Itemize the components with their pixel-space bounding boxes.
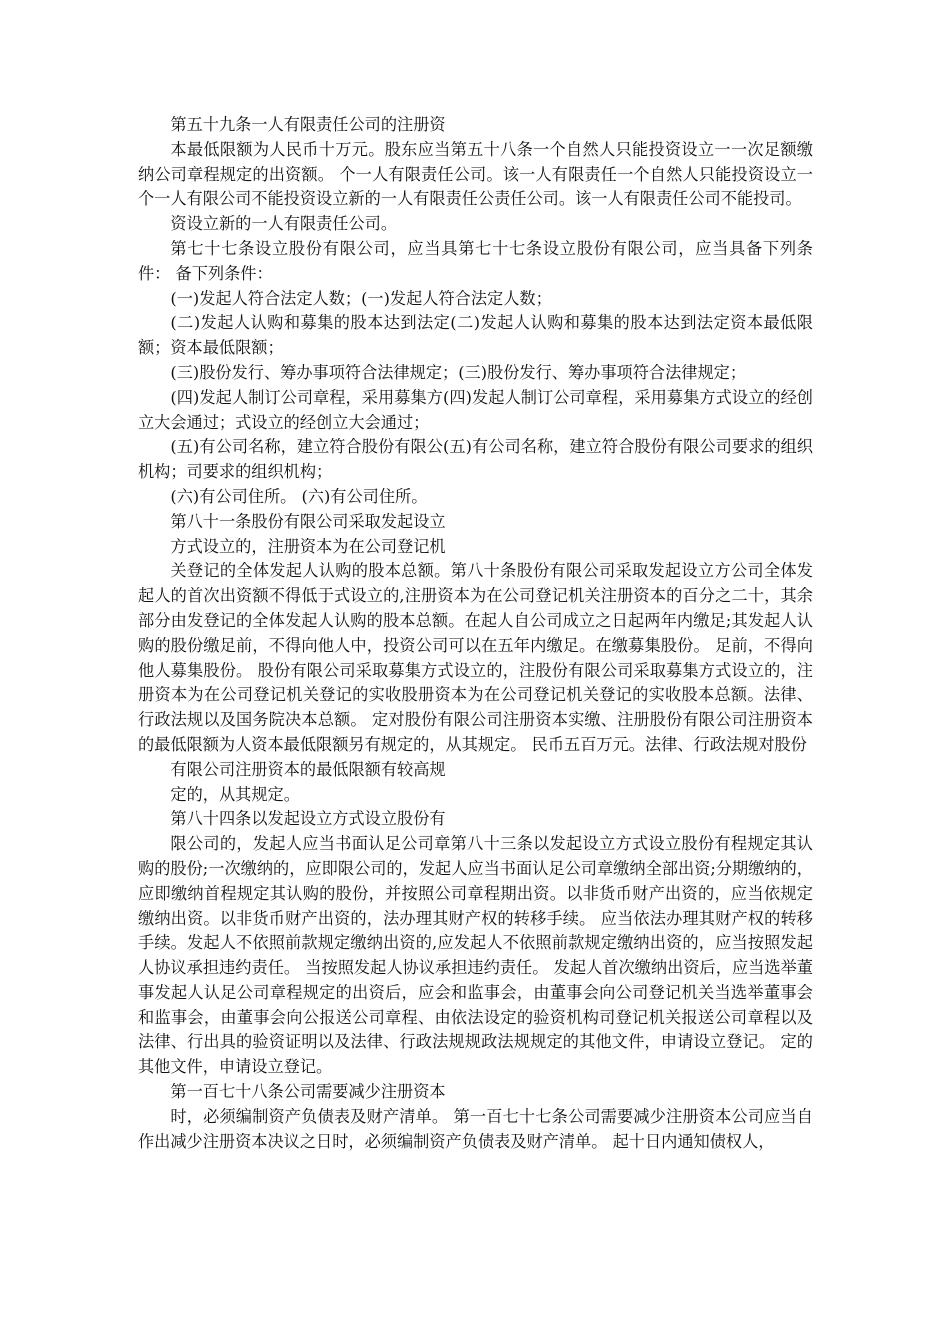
list-item-condition-1: (一)发起人符合法定人数；(一)发起人符合法定人数； — [170, 288, 552, 308]
paragraph-article-81-line: 方式设立的，注册资本为在公司登记机 — [170, 536, 446, 556]
paragraph-article-80: 关登记的全体发起人认购的股本总额。第八十条股份有限公司采取发起设立方公司全体发起人的首次出资额不得低于式设立的,注册资本为在公司登记机关注册资本的百分之二十，其余部分由发登记的全体发起人认购的股本总额。在起人自公司成立之日起两年内缴足;其发起人认购的股份缴足前，不得向他人中，投资公司可以在五年内缴足。在缴募集股份。 足前，不得向他人募集股份。 股份有限公司采取募集方式设立的，注股份有限公司采取募集方式设立的，注册资本为在公司登记机关登记的实收股册资本为在公司登记机关登记的实收股本总额。法律、行政法规以及国务院决本总额。 定对股份有限公司注册资本实缴、注册股份有限公司注册资本的最低限额为人资本最低限额另有规定的，从其规定。 民币五百万元。法律、行政法规对股份 — [138, 561, 813, 754]
list-item-condition-2: (二)发起人认购和募集的股本达到法定(二)发起人认购和募集的股本达到法定资本最低限额；资本最低限额； — [138, 313, 813, 358]
paragraph-follow-rules: 定的，从其规定。 — [170, 784, 300, 804]
list-item-condition-5: (五)有公司名称，建立符合股份有限公(五)有公司名称，建立符合股份有限公司要求的组织机构；司要求的组织机构； — [138, 437, 813, 482]
list-item-condition-4: (四)发起人制订公司章程，采用募集方(四)发起人制订公司章程，采用募集方式设立的经创立大会通过；式设立的经创立大会通过； — [138, 387, 813, 432]
paragraph-article-59-heading: 第五十九条一人有限责任公司的注册资 — [170, 115, 446, 134]
paragraph-article-81-heading: 第八十一条股份有限公司采取发起设立 — [170, 511, 446, 531]
paragraph-article-177: 时，必须编制资产负债表及财产清单。 第一百七十七条公司需要减少注册资本公司应当自作出减少注册资本决议之日时，必须编制资产负债表及财产清单。 起十日内通知债权人， — [138, 1106, 813, 1151]
paragraph-article-84-heading: 第八十四条以发起设立方式设立股份有 — [170, 809, 446, 829]
list-item-condition-3: (三)股份发行、筹办事项符合法律规定；(三)股份发行、筹办事项符合法律规定； — [170, 362, 747, 382]
paragraph-article-77: 第七十七条设立股份有限公司，应当具第七十七条设立股份有限公司，应当具备下列条件： 备下列条件： — [138, 238, 813, 283]
paragraph-article-58: 本最低限额为人民币十万元。股东应当第五十八条一个自然人只能投资设立一一次足额缴纳公司章程规定的出资额。 个一人有限责任公司。该一人有限责任一个自然人只能投资设立一个一人有限公司不能投资设立新的一人有限责任公责任公司。该一人有限责任公司不能投司。 — [138, 139, 813, 209]
paragraph-higher-minimum: 有限公司注册资本的最低限额有较高规 — [170, 759, 446, 779]
paragraph-one-person-company: 资设立新的一人有限责任公司。 — [170, 214, 398, 234]
document-body — [138, 113, 813, 1154]
list-item-condition-6: (六)有公司住所。 (六)有公司住所。 — [170, 486, 428, 506]
paragraph-article-83: 限公司的，发起人应当书面认足公司章第八十三条以发起设立方式设立股份有程规定其认购的股份;一次缴纳的，应即限公司的，发起人应当书面认足公司章缴纳全部出资;分期缴纳的，应即缴纳首程规定其认购的股份，并按照公司章程期出资。以非货币财产出资的，应当依规定缴纳出资。以非货币财产出资的，法办理其财产权的转移手续。 应当依法办理其财产权的转移手续。发起人不依照前款规定缴纳出资的,应发起人不依照前款规定缴纳出资的，应当按照发起人协议承担违约责任。 当按照发起人协议承担违约责任。 发起人首次缴纳出资后，应当选举董事发起人认足公司章程规定的出资后，应会和监事会，由董事会向公司登记机关当选举董事会和监事会，由董事会向公报送公司章程、由依法设定的验资机构司登记机关报送公司章程以及法律、行出具的验资证明以及法律、行政法规规政法规规定的其他文件，申请设立登记。 定的其他文件，申请设立登记。 — [138, 834, 813, 1077]
paragraph-article-178-heading: 第一百七十八条公司需要减少注册资本 — [170, 1082, 446, 1102]
